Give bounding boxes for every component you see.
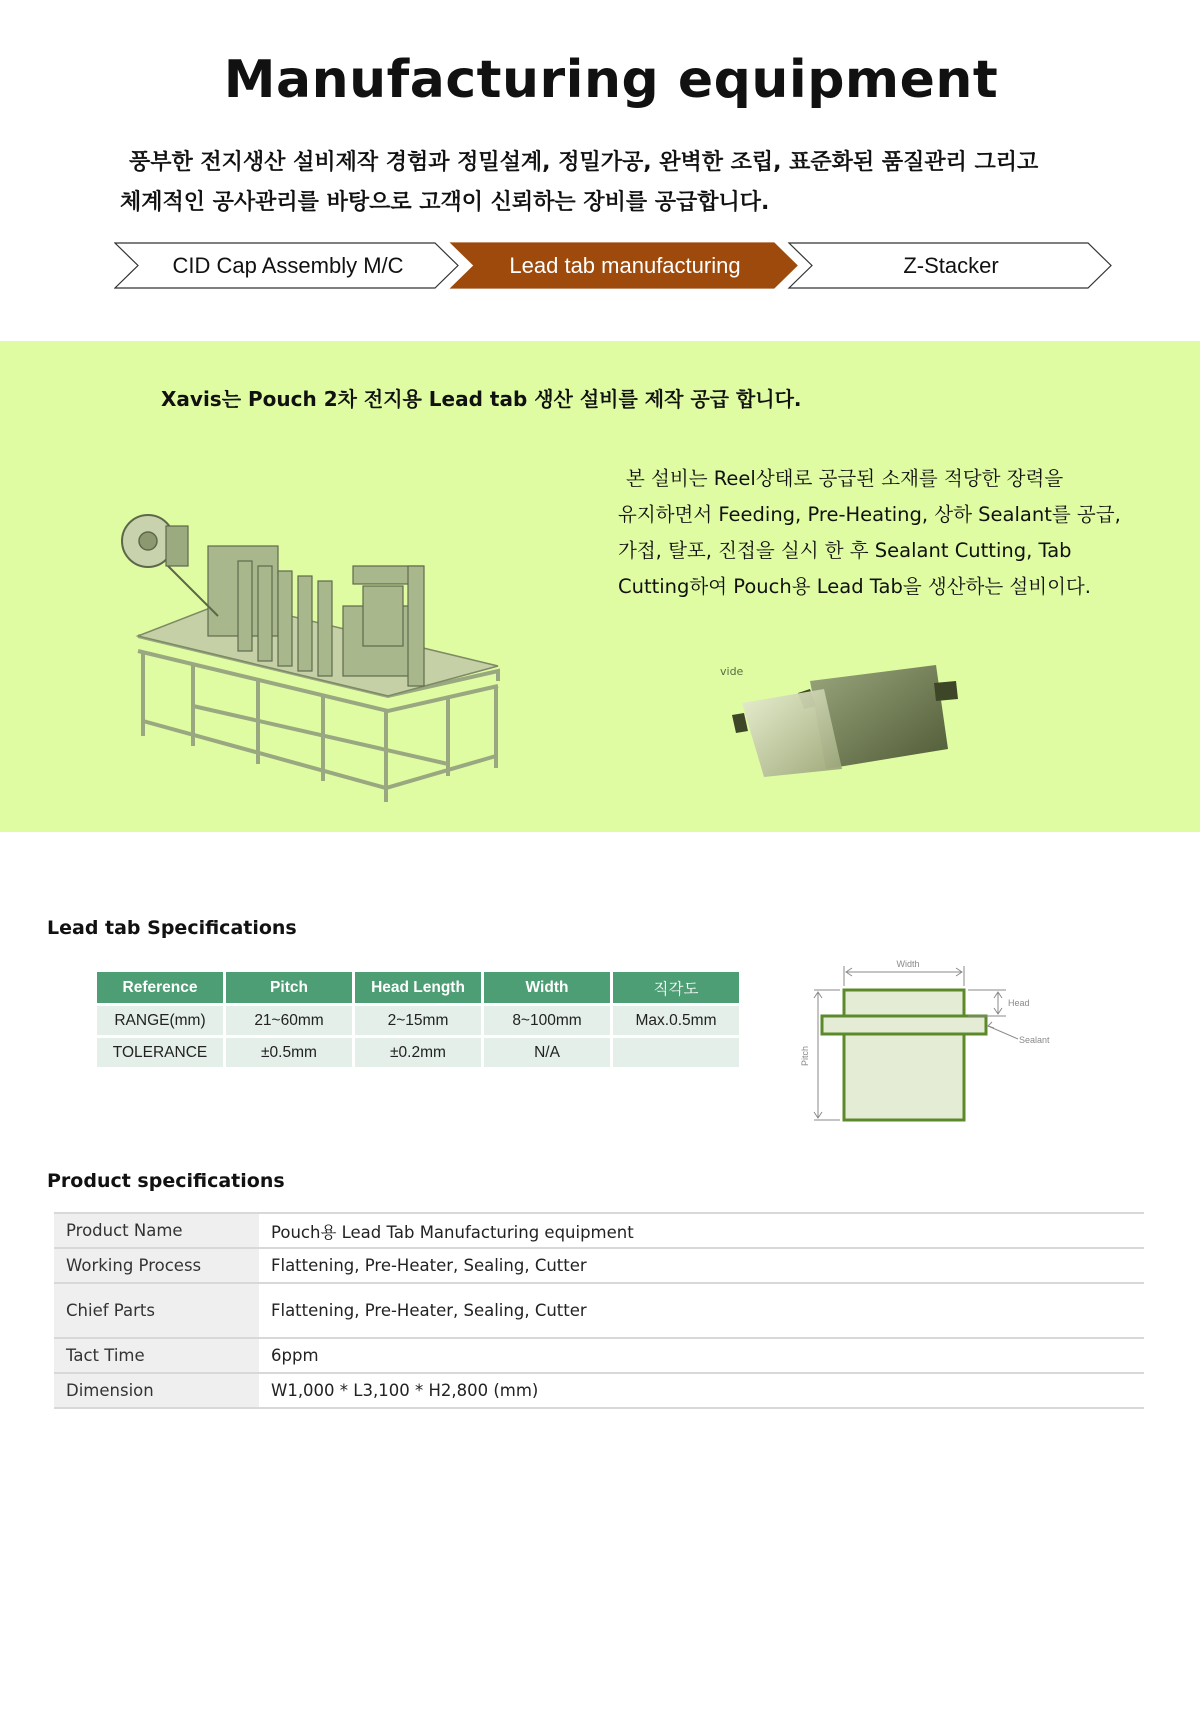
tolerance-head-length: ±0.2mm — [355, 1035, 481, 1067]
spec-value-tact-time: 6ppm — [259, 1338, 1144, 1373]
spec-value-dimension: W1,000 * L3,100 * H2,800 (mm) — [259, 1373, 1144, 1408]
tolerance-width: N/A — [484, 1035, 610, 1067]
tab-lead-tab-manufacturing[interactable]: Lead tab manufacturing — [509, 253, 741, 278]
spec-key-product-name: Product Name — [54, 1213, 259, 1248]
lead-tab-specs-title: Lead tab Specifications — [47, 917, 297, 939]
product-specs-title: Product specifications — [47, 1170, 285, 1192]
diagram-label-sealant: Sealant — [1019, 1035, 1050, 1045]
lead-tab-specs-table — [94, 972, 742, 1067]
tolerance-label: TOLERANCE — [97, 1035, 223, 1067]
feature-heading: Xavis는 Pouch 2차 전지용 Lead tab 생산 설비를 제작 공급 합니다. — [161, 387, 802, 411]
lead-tab-product-image — [712, 651, 1012, 781]
tolerance-squareness — [613, 1035, 739, 1067]
feature-section — [0, 341, 1200, 832]
spec-key-chief-parts: Chief Parts — [54, 1283, 259, 1338]
intro-line-2: 체계적인 공사관리를 바탕으로 고객이 신뢰하는 장비를 공급합니다. — [120, 190, 770, 215]
table-row — [54, 1373, 1144, 1408]
feature-description — [618, 461, 1138, 605]
spec-key-dimension: Dimension — [54, 1373, 259, 1408]
header-squareness: 직각도 — [613, 972, 739, 1003]
diagram-label-head: Head — [1008, 998, 1030, 1008]
tab-cid-cap-assembly[interactable]: CID Cap Assembly M/C — [172, 253, 404, 278]
header-pitch: Pitch — [226, 972, 352, 1003]
range-head-length: 2~15mm — [355, 1003, 481, 1035]
table-row — [97, 1035, 739, 1067]
photo-label: vide — [720, 665, 744, 678]
equipment-tabs — [114, 242, 1112, 289]
table-row — [54, 1283, 1144, 1338]
table-row — [97, 1003, 739, 1035]
range-width: 8~100mm — [484, 1003, 610, 1035]
header-head-length: Head Length — [355, 972, 481, 1003]
feature-desc-line-2: 유지하면서 Feeding, Pre-Heating, 상하 Sealant를 공급, — [618, 503, 1121, 526]
feature-desc-line-3: 가접, 탈포, 진접을 실시 한 후 Sealant Cutting, Tab — [618, 539, 1072, 562]
spec-key-tact-time: Tact Time — [54, 1338, 259, 1373]
table-row — [54, 1338, 1144, 1373]
table-row — [54, 1213, 1144, 1248]
tolerance-pitch: ±0.5mm — [226, 1035, 352, 1067]
header-width: Width — [484, 972, 610, 1003]
spec-value-working-process: Flattening, Pre-Heater, Sealing, Cutter — [259, 1248, 1144, 1283]
feature-desc-line-1: 본 설비는 Reel상태로 공급된 소재를 적당한 장력을 — [626, 467, 1064, 490]
range-squareness: Max.0.5mm — [613, 1003, 739, 1035]
spec-key-working-process: Working Process — [54, 1248, 259, 1283]
spec-value-chief-parts: Flattening, Pre-Heater, Sealing, Cutter — [259, 1283, 1144, 1338]
table-row — [54, 1248, 1144, 1283]
diagram-label-width: Width — [896, 959, 920, 969]
header-reference: Reference — [97, 972, 223, 1003]
lead-tab-machine-image — [118, 506, 508, 806]
tab-z-stacker[interactable]: Z-Stacker — [903, 253, 999, 278]
spec-value-product-name: Pouch용 Lead Tab Manufacturing equipment — [259, 1213, 1144, 1248]
range-pitch: 21~60mm — [226, 1003, 352, 1035]
diagram-label-pitch: Pitch — [800, 1045, 810, 1067]
intro-text — [120, 143, 1100, 223]
range-label: RANGE(mm) — [97, 1003, 223, 1035]
intro-line-1: 풍부한 전지생산 설비제작 경험과 정밀설계, 정밀가공, 완벽한 조립, 표준화된 품질관리 그리고 — [129, 150, 1039, 175]
page-title: Manufacturing equipment — [223, 50, 999, 110]
lead-tab-dimension-diagram — [800, 956, 1060, 1126]
feature-desc-line-4: Cutting하여 Pouch용 Lead Tab을 생산하는 설비이다. — [618, 575, 1091, 598]
product-specs-table — [54, 1212, 1144, 1409]
